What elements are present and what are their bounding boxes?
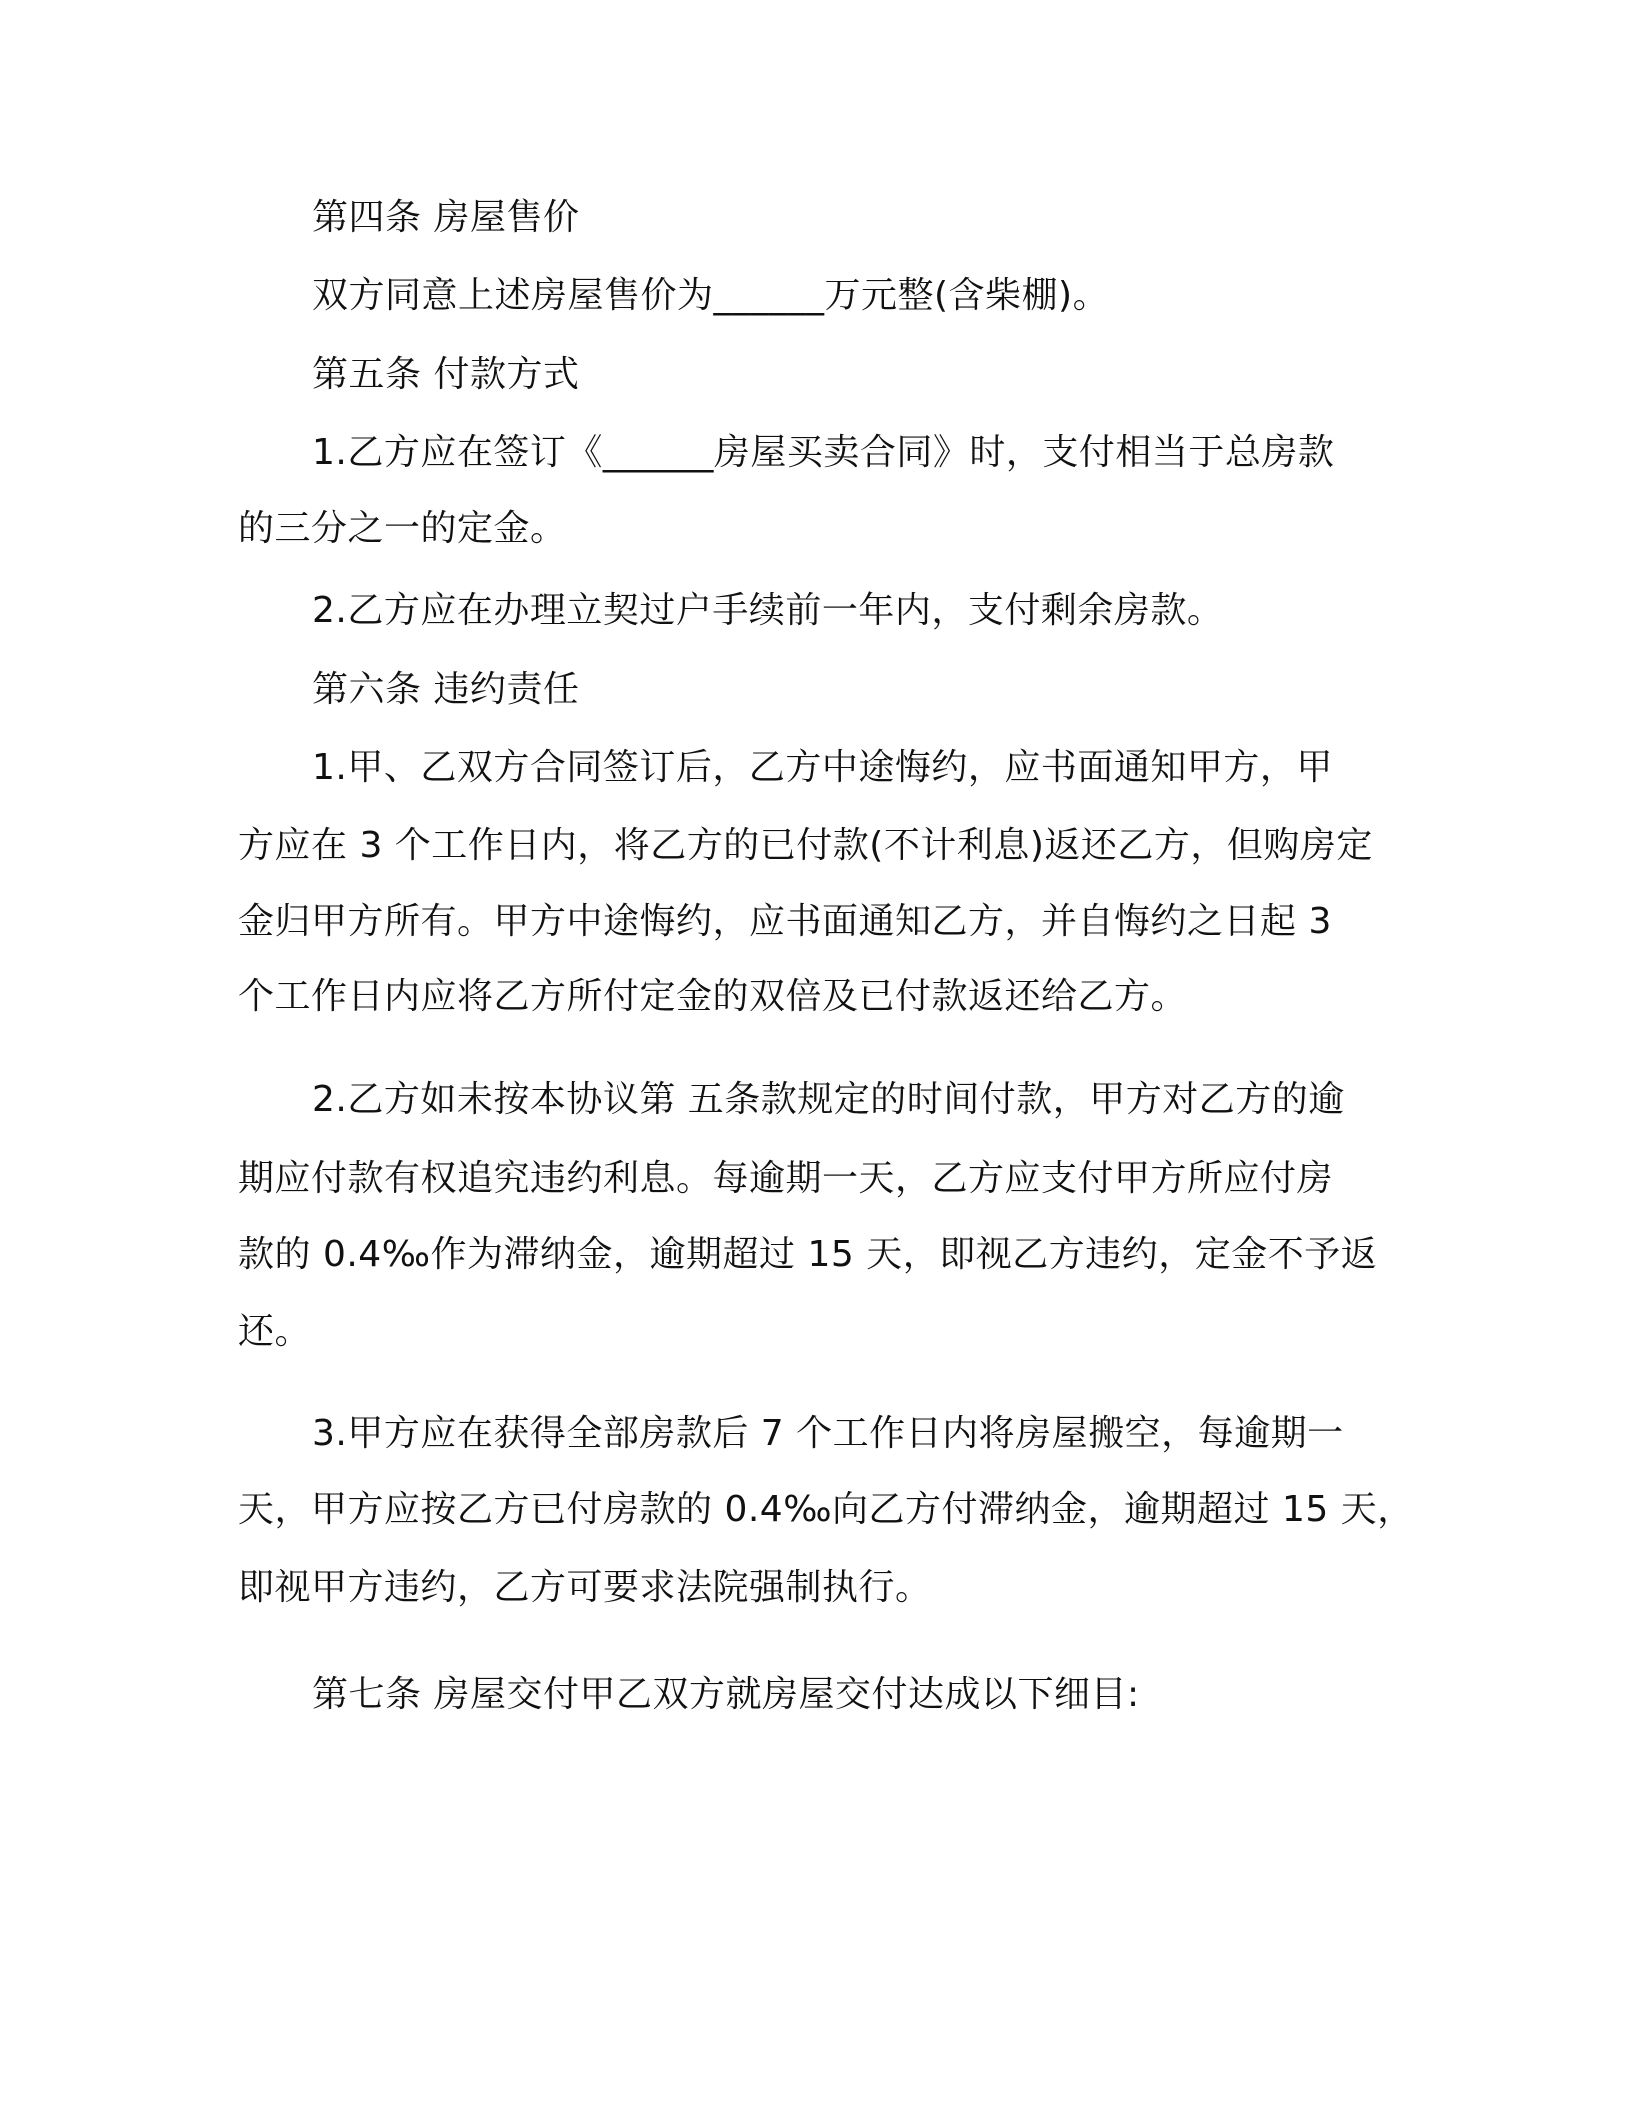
article-6-clause-3-line-2: 天，甲方应按乙方已付房款的 0.4‰向乙方付滞纳金，逾期超过 15 天， (238, 1489, 1414, 1530)
article-6-clause-1-line-2: 方应在 3 个工作日内，将乙方的已付款(不计利息)返还乙方，但购房定 (238, 825, 1373, 866)
article-7-heading: 第七条 房屋交付甲乙双方就房屋交付达成以下细目: (312, 1674, 1140, 1715)
article-5-heading: 第五条 付款方式 (312, 354, 580, 395)
article-5-clause-1-line-1: 1.乙方应在签订《______房屋买卖合同》时，支付相当于总房款 (312, 432, 1335, 473)
article-6-clause-1-line-4: 个工作日内应将乙方所付定金的双倍及已付款返还给乙方。 (238, 976, 1188, 1017)
article-4-heading: 第四条 房屋售价 (312, 197, 580, 238)
article-6-clause-2-line-2: 期应付款有权追究违约利息。每逾期一天，乙方应支付甲方所应付房 (238, 1158, 1334, 1199)
article-6-clause-2-line-1: 2.乙方如未按本协议第 五条款规定的时间付款，甲方对乙方的逾 (312, 1079, 1345, 1120)
article-4-price-line: 双方同意上述房屋售价为______万元整(含柴棚)。 (312, 275, 1110, 316)
article-6-clause-2-line-3: 款的 0.4‰作为滞纳金，逾期超过 15 天，即视乙方违约，定金不予返 (238, 1234, 1378, 1275)
article-6-clause-3-line-1: 3.甲方应在获得全部房款后 7 个工作日内将房屋搬空，每逾期一 (312, 1413, 1344, 1454)
article-6-clause-1-line-1: 1.甲、乙双方合同签订后，乙方中途悔约，应书面通知甲方，甲 (312, 747, 1333, 788)
article-6-clause-2-line-4: 还。 (238, 1311, 312, 1352)
article-5-clause-1-line-2: 的三分之一的定金。 (238, 508, 567, 549)
article-5-clause-2-line-1: 2.乙方应在办理立契过户手续前一年内，支付剩余房款。 (312, 590, 1224, 631)
article-6-clause-3-line-3: 即视甲方违约，乙方可要求法院强制执行。 (238, 1567, 932, 1608)
article-6-clause-1-line-3: 金归甲方所有。甲方中途悔约，应书面通知乙方，并自悔约之日起 3 (238, 901, 1332, 942)
article-6-heading: 第六条 违约责任 (312, 669, 580, 710)
